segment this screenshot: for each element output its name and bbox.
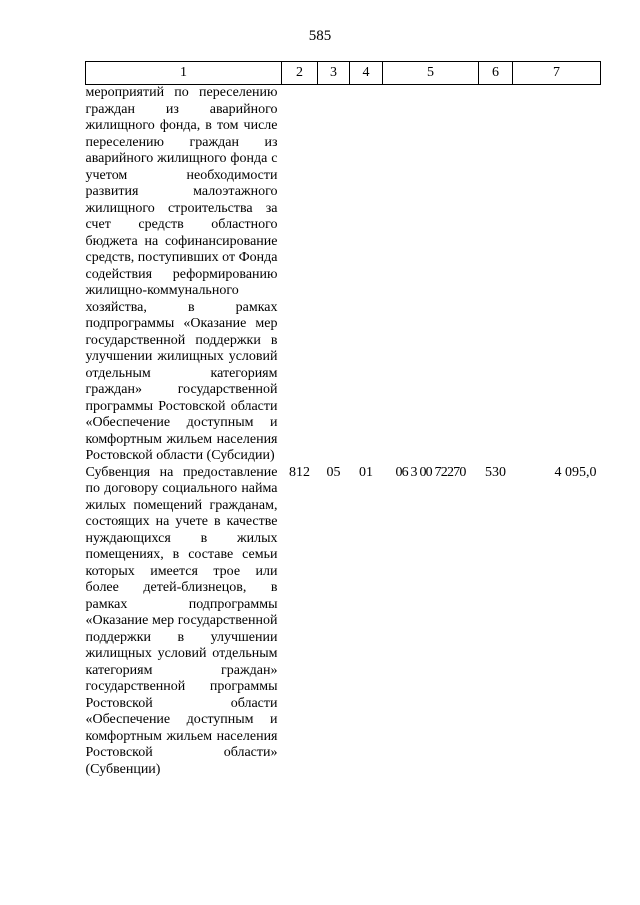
ministry-code: 812 [289,464,310,480]
row-description: Субвенция на предоставление по договору социального найма жилых помещений гражданам, состоящих на учете в качестве нуждающихся в жилых помещениях, в составе семьи которых имеется трое или более детей-близнецов, в рамках подпрограммы «Оказание мер государственной поддержки в улучшении жилищных условий отдельным категориям граждан» государственной программы Ростовской области «Обеспечение доступным и комфортным жильем населения Ростовской области» (Субвенции) [85,464,278,777]
table-header-row [86,62,601,85]
section-code [318,85,350,465]
subsection-code [350,85,383,465]
column-header-7: 7 [513,62,601,85]
ministry-code [282,85,318,465]
subsection-code: 01 [359,464,373,480]
column-header-1: 1 [86,62,282,85]
expense-type-code [479,85,513,465]
table-row [86,85,601,465]
column-header-5: 5 [383,62,479,85]
target-article-code: 06 3 00 72270 [395,464,466,480]
row-description: мероприятий по переселению граждан из аварийного жилищного фонда, в том числе переселению граждан из аварийного жилищного фонда с учетом необходимости развития малоэтажного жилищного строительства за счет средств областного бюджета на софинансирование средств, поступивших от Фонда содействия реформированию жилищно-коммунального хозяйства, в рамках подпрограммы «Оказание мер государственной поддержки в улучшении жилищных условий отдельным категориям граждан» государственной программы Ростовской области «Обеспечение доступным и комфортным жильем населения Ростовской области (Субсидии) [85,85,278,463]
column-header-6: 6 [479,62,513,85]
section-code: 05 [326,464,341,480]
table-row [86,465,601,779]
target-article-code [383,85,479,465]
budget-table [85,61,601,778]
amount-value [513,85,601,465]
amount-value: 4 095,0 [554,464,597,480]
column-header-3: 3 [318,62,350,85]
expense-type-code: 530 [485,464,506,480]
column-header-2: 2 [282,62,318,85]
column-header-4: 4 [350,62,383,85]
page-number: 585 [308,28,332,44]
